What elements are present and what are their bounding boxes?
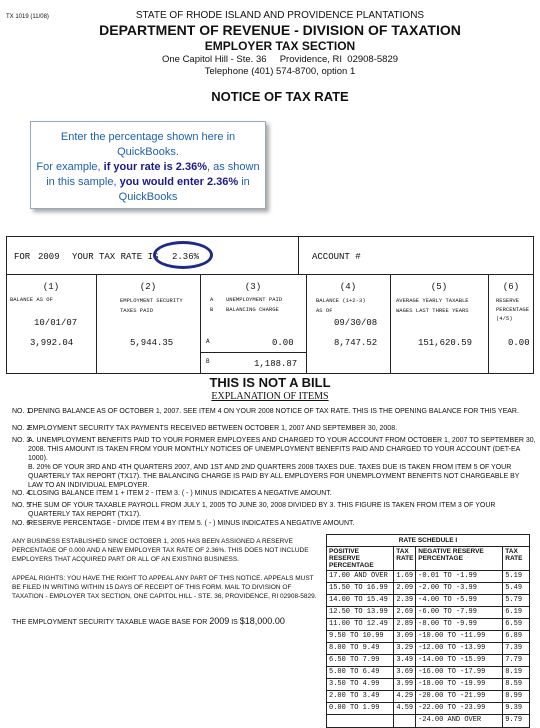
col4-date: 09/30/08 — [334, 318, 378, 328]
rs-positive-cell: 6.50 TO 7.99 — [327, 655, 394, 666]
rs-negative-cell: -20.00 TO -21.99 — [416, 691, 503, 702]
rs-header-positive: POSITIVE RESERVE PERCENTAGE — [327, 547, 394, 570]
expl-text-1: OPENING BALANCE AS OF OCTOBER 1, 2007. SEE ITEM 4 ON YOUR 2008 NOTICE OF TAX RATE. THIS IS THE OPENING BALANCE FOR THIS YEAR. — [28, 408, 519, 415]
rs-rate-cell: 7.79 — [505, 656, 523, 664]
col3-label-a: UNEMPLOYMENT PAID — [226, 296, 283, 303]
rate-year: 2009 — [38, 252, 60, 262]
expl-text-6: RESERVE PERCENTAGE - DIVIDE ITEM 4 BY ITEM 5. ( - ) MINUS INDICATES A NEGATIVE AMOUNT. — [28, 520, 355, 527]
rs-rate-cell: 6.89 — [505, 632, 523, 640]
rs-negative-cell: -14.00 TO -15.99 — [416, 655, 503, 666]
rs-rate-cell — [394, 715, 416, 727]
rate-schedule-header — [327, 547, 529, 571]
expl-num-4: NO. 4 — [12, 490, 31, 497]
callout-line2 — [31, 160, 265, 205]
rs-rate-cell: 3.09 — [394, 631, 416, 642]
col1-value: 3,992.04 — [30, 338, 74, 348]
col4-num: (4) — [339, 282, 357, 292]
expl-num-5: NO. 5 — [12, 502, 31, 509]
rs-negative-cell: -12.00 TO -13.99 — [416, 643, 503, 654]
rs-rate-cell: 3.49 — [394, 655, 416, 666]
rs-rate-cell: 9.39 — [505, 704, 523, 712]
wage-base-year: 2009 — [209, 616, 230, 626]
rs-rate-cell: 2.39 — [394, 595, 416, 606]
callout-suffix: in QuickBooks — [118, 176, 250, 203]
expl-text-3: A. UNEMPLOYMENT BENEFITS PAID TO YOUR FORMER EMPLOYEES AND CHARGED TO YOUR ACCOUNT FROM OCTOBER 1, 2007 TO SEPTEMBER 30, 2008. THIS AMOUNT IS TAKEN FROM YOUR MONTHLY NOTICES OF UNEMPLOYMENT BENEFITS PAID AND CHARGED TO YOUR ACCOUNT (DET-EA 1000). — [28, 437, 536, 462]
col1-date: 10/01/07 — [34, 318, 78, 328]
rs-positive-cell: 3.50 TO 4.99 — [327, 679, 394, 690]
rate-value: 2.36% — [172, 252, 200, 262]
col5-label: AVERAGE YEARLY TAXABLE WAGES LAST THREE YEARS — [396, 297, 469, 314]
instruction-callout — [30, 121, 266, 209]
col5-value: 151,620.59 — [418, 338, 473, 348]
notice-title: NOTICE OF TAX RATE — [211, 89, 349, 104]
form-id: TX 1019 (11/08) — [6, 14, 49, 20]
table-row — [327, 643, 529, 655]
table-row — [327, 607, 529, 619]
expl-text-4: CLOSING BALANCE ITEM 1 + ITEM 2 - ITEM 3. ( - ) MINUS INDICATES A NEGATIVE AMOUNT. — [28, 490, 332, 497]
col3-a-letter: A — [210, 296, 214, 303]
expl-text-2: EMPLOYMENT SECURITY TAX PAYMENTS RECEIVED BETWEEN OCTOBER 1, 2007 AND SEPTEMBER 30, 2008. — [28, 425, 398, 432]
rs-rate-cell: 5.49 — [505, 584, 523, 592]
rs-negative-cell: -10.00 TO -11.99 — [416, 631, 503, 642]
rs-rate-cell: 5.19 — [505, 572, 523, 580]
col3-row-a-letter: A — [206, 338, 210, 345]
callout-mid: , as shown in this sample, — [46, 161, 260, 188]
rs-negative-cell: -18.00 TO -19.99 — [416, 679, 503, 690]
rs-rate-cell: 6.19 — [505, 608, 523, 616]
wage-base-prefix: THE EMPLOYMENT SECURITY TAXABLE WAGE BASE FOR — [12, 619, 208, 626]
expl-text-5: THE SUM OF YOUR TAXABLE PAYROLL FROM JULY 1, 2005 TO JUNE 30, 2008 DIVIDED BY 3. THIS FIGURE IS TAKEN FROM ITEM 3 OF YOUR QUARTERLY TAX REPORT (TX17). — [28, 502, 496, 518]
rs-rate-cell: 3.99 — [394, 679, 416, 690]
rs-negative-cell: -22.00 TO -23.99 — [416, 703, 503, 714]
col4-value: 8,747.52 — [334, 338, 378, 348]
col6-label: RESERVE PERCENTAGE (4/5) — [496, 297, 530, 322]
table-row — [327, 595, 529, 607]
col1-label: BALANCE AS OF — [10, 296, 53, 303]
table-row — [327, 667, 529, 679]
rs-negative-cell: -24.00 AND OVER — [416, 715, 503, 727]
address: One Capitol Hill - Ste. 36 Providence, RI 02908-5829 — [161, 54, 399, 65]
rs-positive-cell: 17.00 AND OVER — [327, 571, 394, 582]
expl-num-6: NO. 6 — [12, 520, 31, 527]
rs-negative-cell: -4.00 TO -5.99 — [416, 595, 503, 606]
col2-label: EMPLOYMENT SECURITY TAXES PAID — [120, 297, 183, 314]
rs-negative-cell: -2.00 TO -3.99 — [416, 583, 503, 594]
col3-value-b: 1,188.87 — [254, 359, 298, 369]
rate-schedule-table — [326, 534, 530, 728]
wage-base-is: IS — [231, 619, 238, 626]
col3-label-b: BALANCING CHARGE — [226, 306, 279, 313]
rs-header-taxrate2: TAX RATE — [505, 548, 523, 562]
expl-num-2: NO. 2 — [12, 425, 31, 432]
appeal-rights: APPEAL RIGHTS: YOU HAVE THE RIGHT TO APPEAL ANY PART OF THIS NOTICE. APPEALS MUST BE FILED IN WRITING WITHIN 15 DAYS OF RECEIPT OF THIS FORM. MAIL TO DIVISION OF TAXATION - EMPLOYER TAX SECTION, ONE CAPITOL HILL - STE. 36, PROVIDENCE, RI 02908-5829. — [12, 575, 317, 600]
rate-label: YOUR TAX RATE IS — [72, 252, 159, 262]
table-row — [327, 691, 529, 703]
rs-rate-cell: 5.79 — [505, 596, 523, 604]
section-name: EMPLOYER TAX SECTION — [204, 39, 356, 53]
col1-num: (1) — [42, 282, 60, 292]
table-row — [327, 571, 529, 583]
rs-rate-cell: 2.09 — [394, 583, 416, 594]
callout-bold-rate: if your rate is 2.36% — [103, 161, 207, 173]
table-row — [327, 715, 529, 727]
for-label: FOR — [14, 252, 31, 262]
table-row — [327, 655, 529, 667]
rs-rate-cell: 4.29 — [394, 691, 416, 702]
rs-negative-cell: -8.00 TO -9.99 — [416, 619, 503, 630]
telephone: Telephone (401) 574-8700, option 1 — [204, 66, 356, 77]
rs-rate-cell: 7.39 — [505, 644, 523, 652]
col5-num: (5) — [430, 282, 448, 292]
rs-rate-cell: 4.59 — [394, 703, 416, 714]
not-a-bill: THIS IS NOT A BILL — [209, 375, 331, 390]
rs-positive-cell: 12.50 TO 13.99 — [327, 607, 394, 618]
col6-num: (6) — [502, 282, 520, 292]
wage-base — [12, 616, 285, 626]
expl-num-3: NO. 3 — [12, 437, 31, 444]
wage-base-amount: $18,000.00 — [239, 616, 285, 626]
rs-positive-cell: 11.00 TO 12.49 — [327, 619, 394, 630]
callout-bold-enter: you would enter 2.36% — [119, 176, 239, 188]
col4-label: BALANCE (1+2-3) AS OF — [316, 297, 366, 314]
rs-positive-cell: 5.00 TO 6.49 — [327, 667, 394, 678]
col2-value: 5,944.35 — [130, 338, 174, 348]
explanation-title: EXPLANATION OF ITEMS — [211, 391, 329, 402]
rs-positive-cell: 9.50 TO 10.99 — [327, 631, 394, 642]
rs-positive-cell — [327, 715, 394, 727]
rs-rate-cell: 6.59 — [505, 620, 523, 628]
rs-negative-cell: -6.00 TO -7.99 — [416, 607, 503, 618]
rs-negative-cell: -0.01 TO -1.99 — [416, 571, 503, 582]
col6-value: 0.00 — [508, 338, 530, 348]
col3-b-letter: B — [210, 306, 214, 313]
col2-num: (2) — [139, 282, 157, 292]
rate-highlight-circle — [153, 241, 213, 269]
account-label: ACCOUNT # — [312, 252, 361, 262]
rs-positive-cell: 8.00 TO 9.49 — [327, 643, 394, 654]
rs-rate-cell: 2.89 — [394, 619, 416, 630]
col3-num: (3) — [244, 282, 262, 292]
rs-positive-cell: 14.00 TO 15.49 — [327, 595, 394, 606]
table-row — [327, 703, 529, 715]
rs-rate-cell: 8.19 — [505, 668, 523, 676]
department-name: DEPARTMENT OF REVENUE - DIVISION OF TAXATION — [99, 22, 461, 38]
expl-num-1: NO. 1 — [12, 408, 31, 415]
expl-text-3b: B. 20% OF YOUR 3RD AND 4TH QUARTERS 2007, AND 1ST AND 2ND QUARTERS 2008 TAXES DUE. TAXES DUE IS TAKEN FROM ITEM 5 OF YOUR QUARTERLY TAX REPORT (TX17). THE BALANCING CHARGE IS PAID BY ALL EMPLOYERS FOR UNEMPLOYMENT BENEFITS NOT CHARGEABLE BY LAW TO AN INDIVIDUAL EMPLOYER. — [28, 464, 520, 489]
col3-row-b-letter: B — [206, 358, 210, 365]
callout-prefix: For example, — [36, 161, 104, 173]
state-name: STATE OF RHODE ISLAND AND PROVIDENCE PLANTATIONS — [135, 10, 425, 21]
rs-header-taxrate1: TAX RATE — [394, 547, 416, 570]
table-row — [327, 583, 529, 595]
rs-rate-cell: 2.69 — [394, 607, 416, 618]
col3-value-a: 0.00 — [272, 338, 294, 348]
table-row — [327, 619, 529, 631]
table-row — [327, 631, 529, 643]
rs-positive-cell: 2.00 TO 3.49 — [327, 691, 394, 702]
rs-rate-cell: 9.79 — [505, 716, 523, 724]
rs-positive-cell: 0.00 TO 1.99 — [327, 703, 394, 714]
callout-line1: Enter the percentage shown here in QuickBooks. — [60, 131, 236, 158]
rs-header-negative: NEGATIVE RESERVE PERCENTAGE — [416, 547, 503, 570]
rs-rate-cell: 1.69 — [394, 571, 416, 582]
rs-rate-cell: 3.69 — [394, 667, 416, 678]
table-row — [327, 679, 529, 691]
rs-rate-cell: 8.59 — [505, 680, 523, 688]
rs-rate-cell: 3.29 — [394, 643, 416, 654]
rate-schedule-title: RATE SCHEDULE I — [327, 535, 529, 547]
new-business-notice: ANY BUSINESS ESTABLISHED SINCE OCTOBER 1, 2005 HAS BEEN ASSIGNED A RESERVE PERCENTAGE OF 0.000 AND A NEW EMPLOYER TAX RATE OF 2.36%. THIS DOES NOT INCLUDE EMPLOYERS THAT ACQUIRED PART OR ALL OF AN EXISTING BUSINESS. — [12, 538, 309, 563]
rs-negative-cell: -16.00 TO -17.99 — [416, 667, 503, 678]
rs-positive-cell: 15.50 TO 16.99 — [327, 583, 394, 594]
rs-rate-cell: 8.99 — [505, 692, 523, 700]
